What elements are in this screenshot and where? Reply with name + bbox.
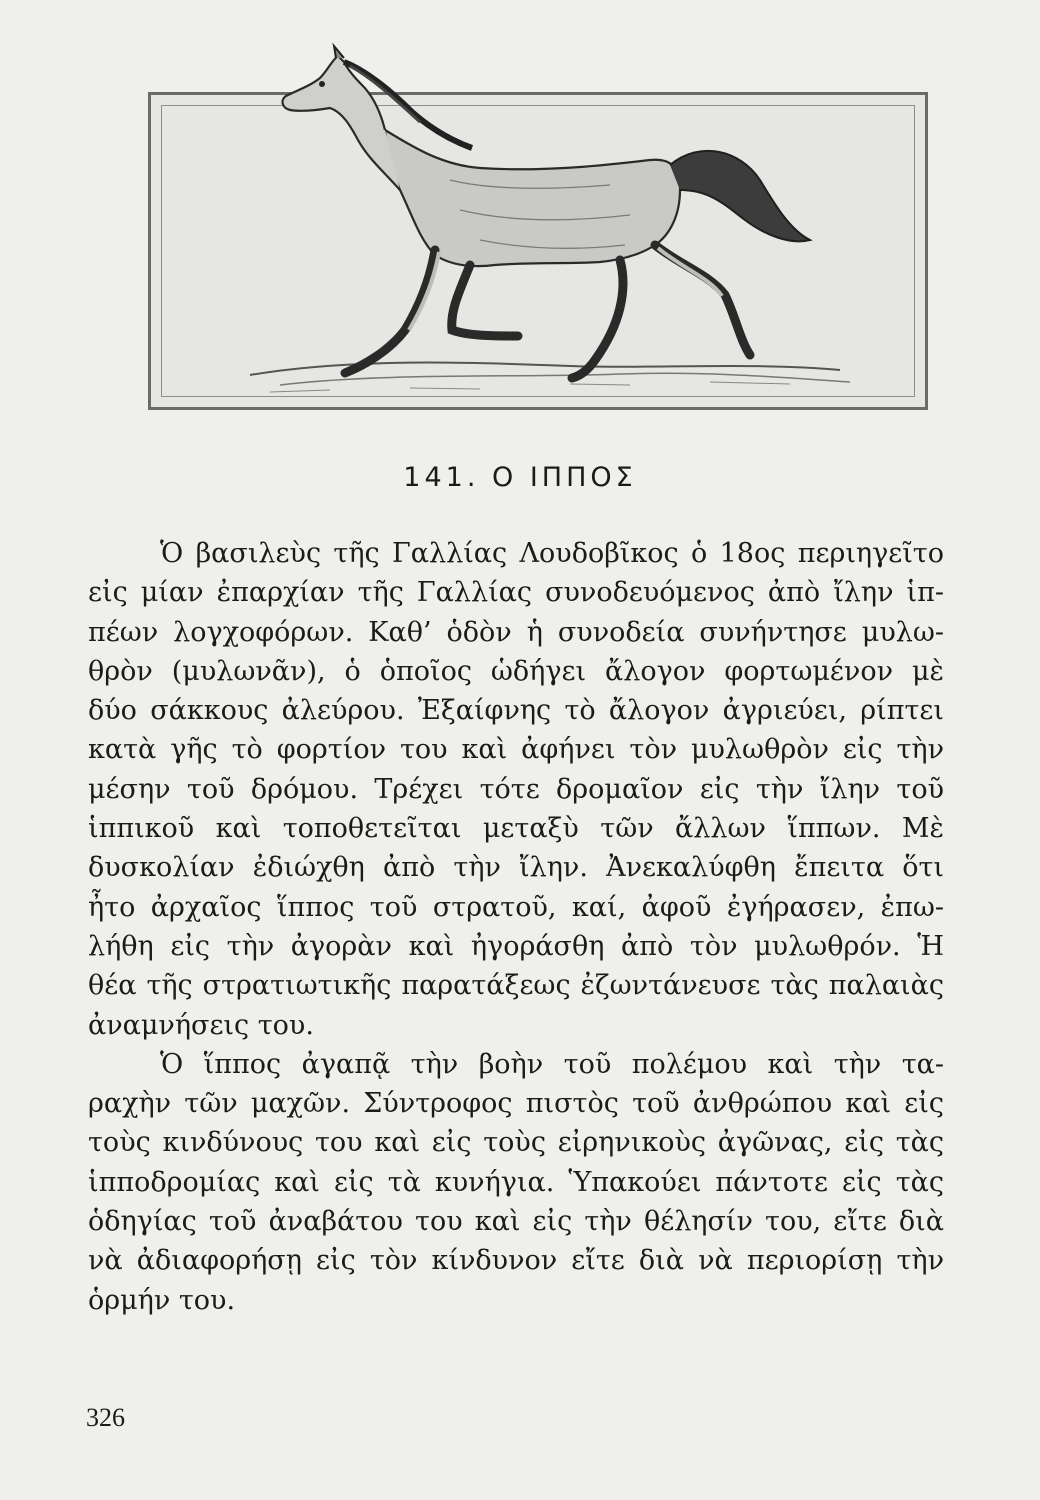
- horse-illustration: [150, 40, 930, 420]
- text-line: Ὁ βασιλεὺς τῆς Γαλλίας Λουδοβῖκος ὁ 18ος περιηγεῖτο: [160, 538, 944, 569]
- page-number: 326: [86, 1403, 125, 1432]
- paragraph: [88, 1045, 944, 1320]
- text-line: ἱπποδρομίας καὶ εἰς τὰ κυνήγια. Ὑπακούει πάντοτε εἰς τὰς: [88, 1166, 944, 1198]
- text-line: μέσην τοῦ δρόμου. Τρέχει τότε δρομαῖον εἰς τὴν ἴλην τοῦ: [88, 773, 944, 805]
- text-line: δύο σάκκους ἀλεύρου. Ἐξαίφνης τὸ ἄλογον ἀγριεύει, ρίπτει: [88, 695, 944, 727]
- text-line: ἱππικοῦ καὶ τοποθετεῖται μεταξὺ τῶν ἄλλων ἵππων. Μὲ: [88, 813, 944, 845]
- text-line: δυσκολίαν ἐδιώχθη ἀπὸ τὴν ἴλην. Ἀνεκαλύφθη ἔπειτα ὅτι: [88, 852, 944, 884]
- text-line: κατὰ γῆς τὸ φορτίον του καὶ ἀφήνει τὸν μυλωθρὸν εἰς τὴν: [88, 734, 944, 766]
- text-line: ἀναμνήσεις του.: [88, 1009, 314, 1041]
- paragraph: [88, 534, 944, 1045]
- text-line: τοὺς κινδύνους του καὶ εἰς τοὺς εἰρηνικοὺς ἀγῶνας, εἰς τὰς: [88, 1127, 944, 1159]
- text-line: ὁρμήν του.: [88, 1284, 236, 1316]
- text-line: πέων λογχοφόρων. Καθ’ ὁδὸν ἡ συνοδεία συνήντησε μυλω-: [88, 616, 944, 648]
- chapter-title: 141. Ο ΙΠΠΟΣ: [403, 462, 637, 493]
- text-line: νὰ ἀδιαφορήσῃ εἰς τὸν κίνδυνον εἴτε διὰ νὰ περιορίσῃ τὴν: [88, 1245, 944, 1277]
- text-line: λήθη εἰς τὴν ἀγορὰν καὶ ἠγοράσθη ἀπὸ τὸν μυλωθρόν. Ἡ: [88, 930, 944, 962]
- text-line: θρὸν (μυλωνᾶν), ὁ ὁποῖος ὡδήγει ἄλογον φορτωμένον μὲ: [88, 655, 944, 687]
- body-text: [88, 534, 944, 1320]
- text-line: ραχὴν τῶν μαχῶν. Σύντροφος πιστὸς τοῦ ἀνθρώπου καὶ εἰς: [88, 1088, 944, 1120]
- text-line: θέα τῆς στρατιωτικῆς παρατάξεως ἐζωντάνευσε τὰς παλαιὰς: [88, 970, 944, 1002]
- text-line: εἰς μίαν ἐπαρχίαν τῆς Γαλλίας συνοδευόμενος ἀπὸ ἴλην ἱπ-: [88, 577, 944, 609]
- text-line: Ὁ ἵππος ἀγαπᾷ τὴν βοὴν τοῦ πολέμου καὶ τὴν τα-: [160, 1048, 944, 1080]
- text-line: ὁδηγίας τοῦ ἀναβάτου του καὶ εἰς τὴν θέλησίν του, εἴτε διὰ: [88, 1206, 944, 1238]
- text-line: ἦτο ἀρχαῖος ἵππος τοῦ στρατοῦ, καί, ἀφοῦ ἐγήρασεν, ἐπω-: [88, 891, 944, 923]
